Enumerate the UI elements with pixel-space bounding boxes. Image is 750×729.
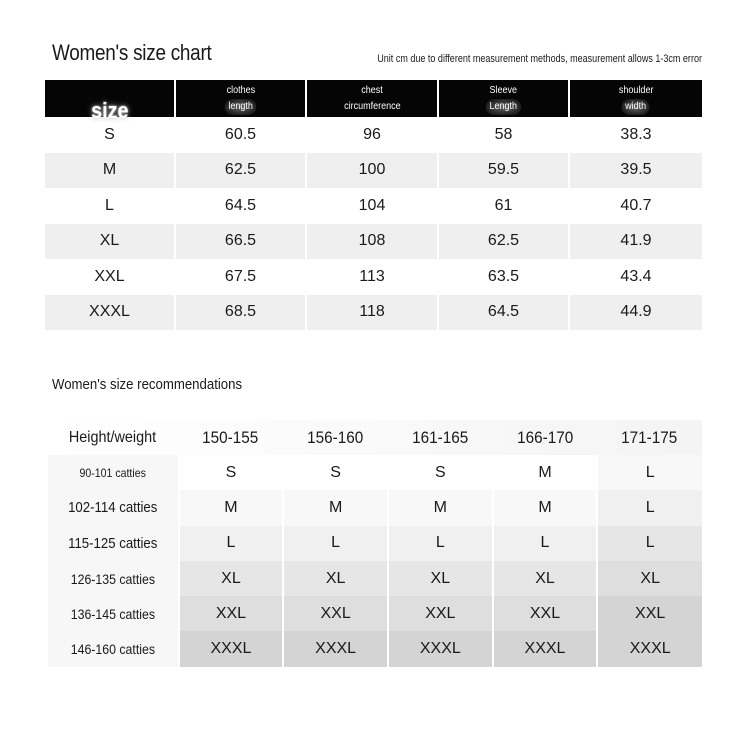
- measurement-note: Unit cm due to different measurement methods, measurement allows 1-3cm error: [377, 53, 702, 65]
- measurement-value: 113: [359, 267, 385, 285]
- recommended-size: M: [494, 455, 597, 490]
- weight-label: 115-125 catties: [48, 526, 178, 561]
- measurement-value: 118: [307, 295, 437, 331]
- recommendation-row: [48, 561, 702, 596]
- recommended-size: XXXL: [598, 631, 702, 666]
- recommendations-title: Women's size recommendations: [52, 376, 243, 393]
- recommended-size: L: [598, 455, 702, 490]
- measurement-value: 63.5: [487, 267, 520, 285]
- measurement-value: 39.5: [570, 153, 702, 189]
- recommended-size: M: [494, 490, 597, 525]
- recommended-size: L: [180, 526, 283, 561]
- measurement-value: 64.5: [224, 196, 257, 214]
- recommended-size: XXL: [389, 596, 492, 631]
- size-chart-title: Women's size chart: [52, 40, 212, 65]
- size-recommendation-table: [48, 420, 702, 667]
- recommended-size: XL: [389, 561, 492, 596]
- measurement-value: 62.5: [439, 224, 568, 260]
- recommendation-row: [48, 596, 702, 631]
- recommended-size: XXXL: [180, 631, 283, 666]
- header-height-4: 166-170: [516, 427, 573, 447]
- measurement-value: 62.5: [176, 153, 305, 189]
- header-sleeve-length: Sleeve Length: [439, 80, 568, 117]
- size-label: XL: [45, 224, 174, 260]
- recommended-size: XXXL: [494, 631, 597, 666]
- recommended-size: L: [598, 490, 702, 525]
- size-chart-row: [45, 295, 702, 331]
- size-chart-row: [45, 259, 702, 295]
- recommended-size: XXXL: [284, 631, 387, 666]
- weight-label: 146-160 catties: [48, 631, 178, 666]
- measurement-value: 108: [307, 224, 437, 260]
- measurement-value: 64.5: [439, 295, 568, 331]
- measurement-value: 60.5: [224, 125, 257, 143]
- header-height-5: 171-175: [621, 427, 678, 447]
- recommended-size: XXL: [284, 596, 387, 631]
- size-label: L: [105, 196, 114, 214]
- recommended-size: XXXL: [389, 631, 492, 666]
- header-height-3: 161-165: [411, 427, 468, 447]
- size-chart-row: [45, 224, 702, 260]
- measurement-value: 41.9: [570, 224, 702, 260]
- measurement-value: 104: [358, 196, 386, 214]
- size-label: S: [104, 125, 115, 143]
- header-size: size: [45, 80, 174, 117]
- weight-label: 126-135 catties: [48, 561, 178, 596]
- size-chart-table: [45, 80, 702, 330]
- recommended-size: S: [284, 455, 387, 490]
- recommended-size: XXL: [180, 596, 283, 631]
- recommended-size: L: [284, 526, 387, 561]
- size-chart-row: [45, 188, 702, 224]
- recommendation-row: [48, 455, 702, 490]
- measurement-value: 68.5: [176, 295, 305, 331]
- recommendation-row: [48, 631, 702, 666]
- header-height-weight: Height/weight: [69, 428, 157, 446]
- header-chest-circumference: chest circumference: [307, 80, 437, 117]
- recommended-size: XL: [284, 561, 387, 596]
- size-chart-row: [45, 153, 702, 189]
- size-chart-row: [45, 117, 702, 153]
- size-label: XXL: [94, 267, 125, 285]
- size-label: M: [45, 153, 174, 189]
- recommended-size: XXL: [598, 596, 702, 631]
- measurement-value: 66.5: [176, 224, 305, 260]
- header-height-1: 150-155: [202, 427, 259, 447]
- recommended-size: M: [180, 490, 283, 525]
- recommended-size: XL: [598, 561, 702, 596]
- measurement-value: 67.5: [224, 267, 257, 285]
- header-shoulder-width: shoulder width: [570, 80, 702, 117]
- recommended-size: L: [598, 526, 702, 561]
- measurement-value: 44.9: [570, 295, 702, 331]
- measurement-value: 40.7: [620, 196, 652, 214]
- recommended-size: XL: [494, 561, 597, 596]
- header-clothes-length: clothes length: [176, 80, 305, 117]
- weight-label: 90-101 catties: [48, 455, 178, 490]
- recommendation-header: [48, 420, 702, 455]
- recommended-size: M: [284, 490, 387, 525]
- measurement-value: 38.3: [620, 125, 652, 143]
- measurement-value: 100: [307, 153, 437, 189]
- recommendation-row: [48, 490, 702, 525]
- header-height-2: 156-160: [306, 427, 364, 447]
- recommended-size: L: [389, 526, 492, 561]
- recommended-size: L: [494, 526, 597, 561]
- recommended-size: M: [389, 490, 492, 525]
- recommended-size: S: [180, 455, 283, 490]
- weight-label: 102-114 catties: [48, 490, 178, 525]
- recommendation-row: [48, 526, 702, 561]
- size-label: XXXL: [45, 295, 174, 331]
- measurement-value: 59.5: [439, 153, 568, 189]
- measurement-value: 43.4: [620, 267, 652, 285]
- measurement-value: 61: [494, 196, 513, 214]
- recommended-size: S: [389, 455, 492, 490]
- measurement-value: 58: [494, 125, 513, 143]
- recommended-size: XL: [180, 561, 283, 596]
- size-chart-header: [45, 80, 702, 123]
- weight-label: 136-145 catties: [48, 596, 178, 631]
- measurement-value: 96: [363, 125, 381, 143]
- recommended-size: XXL: [494, 596, 597, 631]
